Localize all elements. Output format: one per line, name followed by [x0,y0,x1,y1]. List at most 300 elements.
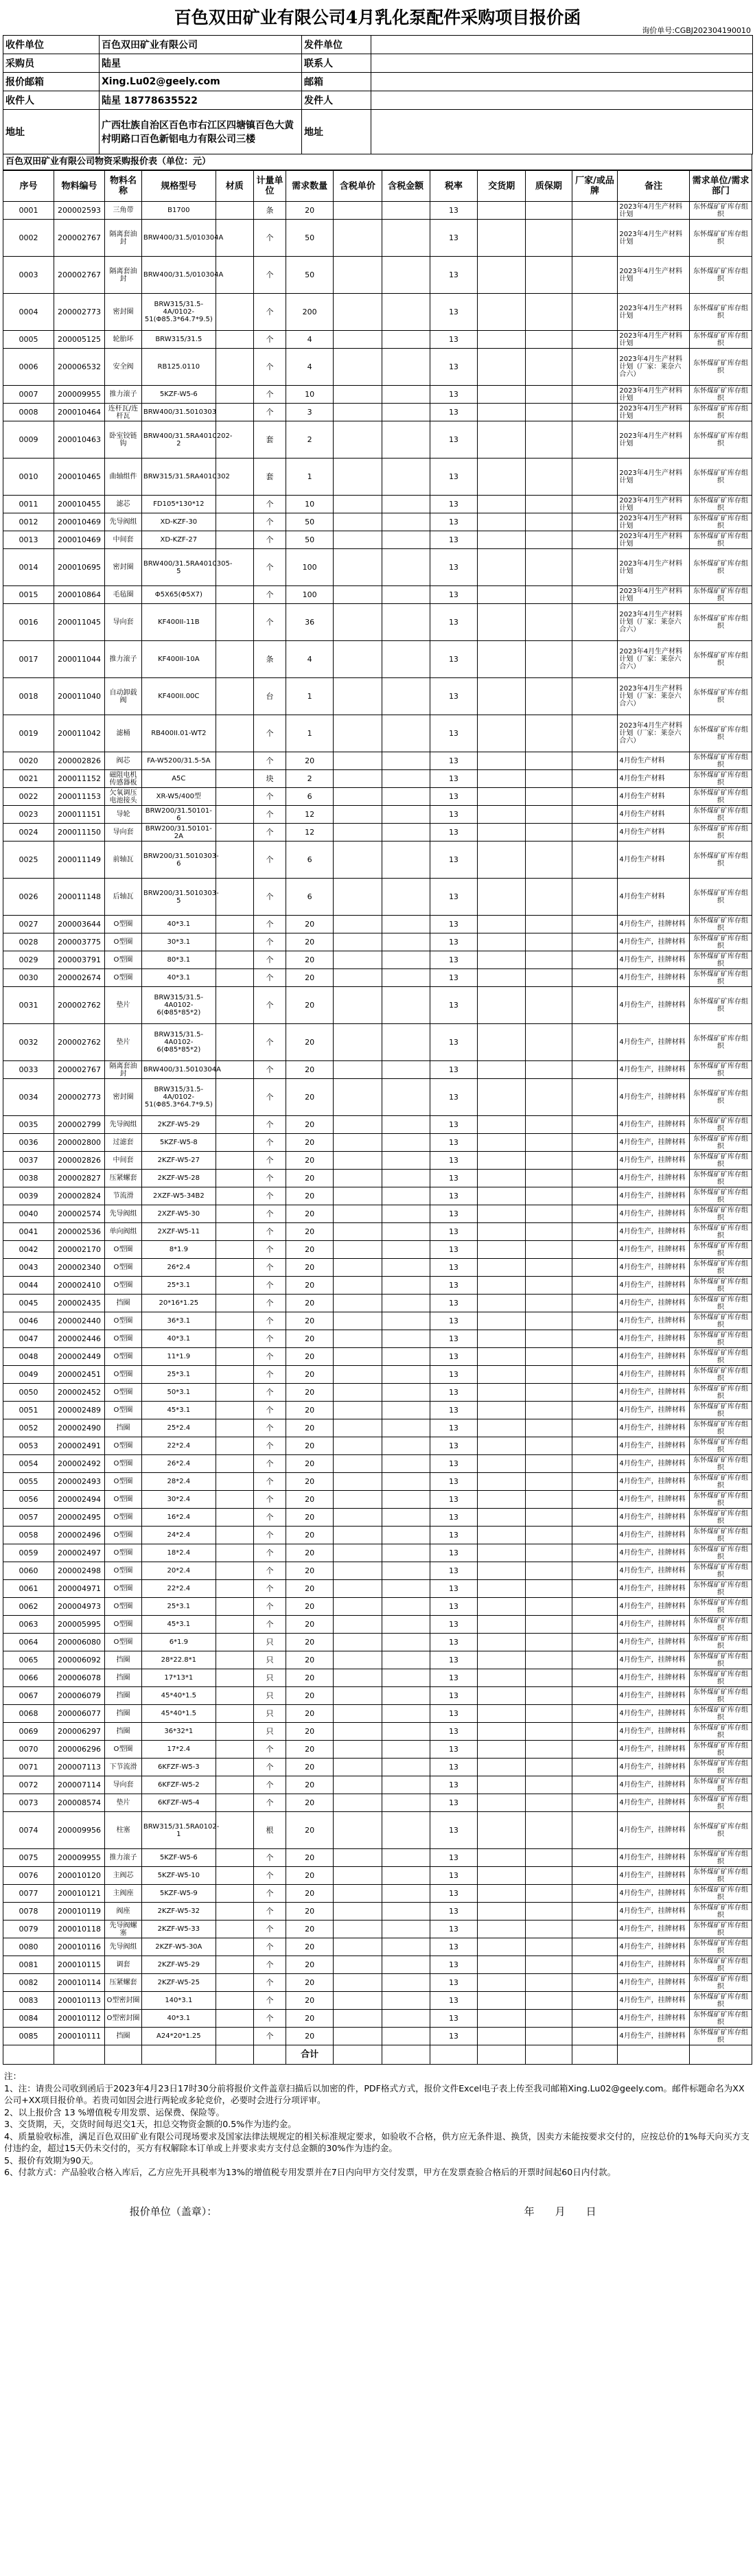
row-tax-amount[interactable] [382,1527,430,1544]
row-origin[interactable] [572,1616,618,1634]
row-tax-amount[interactable] [382,1277,430,1295]
mail-value[interactable] [371,73,753,91]
row-warranty[interactable] [526,1616,572,1634]
row-tax-amount[interactable] [382,1384,430,1402]
row-tax-price[interactable] [333,257,382,294]
row-tax-amount[interactable] [382,531,430,549]
row-tax-amount[interactable] [382,1024,430,1061]
row-delivery[interactable] [478,586,526,604]
row-origin[interactable] [572,1527,618,1544]
row-warranty[interactable] [526,459,572,496]
row-tax-price[interactable] [333,549,382,586]
row-delivery[interactable] [478,1330,526,1348]
row-delivery[interactable] [478,969,526,987]
row-origin[interactable] [572,1170,618,1187]
row-delivery[interactable] [478,678,526,715]
row-tax-amount[interactable] [382,1705,430,1723]
row-tax-amount[interactable] [382,1812,430,1849]
row-origin[interactable] [572,1384,618,1402]
row-origin[interactable] [572,1419,618,1437]
row-tax-amount[interactable] [382,1330,430,1348]
row-tax-price[interactable] [333,496,382,513]
row-tax-amount[interactable] [382,1938,430,1956]
row-origin[interactable] [572,1794,618,1812]
row-tax-amount[interactable] [382,788,430,806]
row-tax-price[interactable] [333,1116,382,1134]
row-delivery[interactable] [478,1812,526,1849]
sender-value[interactable] [371,91,753,110]
row-tax-price[interactable] [333,1241,382,1259]
row-tax-price[interactable] [333,1366,382,1384]
row-tax-amount[interactable] [382,604,430,641]
row-tax-price[interactable] [333,1473,382,1491]
row-warranty[interactable] [526,1885,572,1903]
row-tax-amount[interactable] [382,770,430,788]
row-tax-price[interactable] [333,824,382,842]
row-tax-amount[interactable] [382,678,430,715]
row-delivery[interactable] [478,1759,526,1776]
row-origin[interactable] [572,220,618,257]
row-warranty[interactable] [526,2010,572,2028]
row-tax-price[interactable] [333,1455,382,1473]
row-tax-amount[interactable] [382,1437,430,1455]
row-warranty[interactable] [526,879,572,916]
row-tax-amount[interactable] [382,1687,430,1705]
row-delivery[interactable] [478,2028,526,2045]
row-delivery[interactable] [478,1598,526,1616]
row-delivery[interactable] [478,879,526,916]
row-warranty[interactable] [526,421,572,459]
row-origin[interactable] [572,987,618,1024]
row-origin[interactable] [572,678,618,715]
row-origin[interactable] [572,1402,618,1419]
row-warranty[interactable] [526,842,572,879]
row-tax-price[interactable] [333,1812,382,1849]
row-origin[interactable] [572,1366,618,1384]
row-origin[interactable] [572,2010,618,2028]
row-tax-amount[interactable] [382,202,430,220]
row-origin[interactable] [572,1455,618,1473]
row-tax-price[interactable] [333,1402,382,1419]
row-warranty[interactable] [526,1402,572,1419]
row-warranty[interactable] [526,1348,572,1366]
row-tax-price[interactable] [333,604,382,641]
row-delivery[interactable] [478,1079,526,1116]
row-delivery[interactable] [478,1885,526,1903]
row-tax-price[interactable] [333,916,382,933]
row-warranty[interactable] [526,770,572,788]
row-tax-price[interactable] [333,842,382,879]
row-tax-price[interactable] [333,1885,382,1903]
row-warranty[interactable] [526,1562,572,1580]
row-warranty[interactable] [526,386,572,404]
row-delivery[interactable] [478,1974,526,1992]
row-delivery[interactable] [478,1491,526,1509]
row-delivery[interactable] [478,1277,526,1295]
row-delivery[interactable] [478,1687,526,1705]
row-tax-amount[interactable] [382,1903,430,1921]
row-delivery[interactable] [478,1455,526,1473]
row-warranty[interactable] [526,1974,572,1992]
row-tax-amount[interactable] [382,220,430,257]
row-warranty[interactable] [526,1598,572,1616]
row-origin[interactable] [572,1024,618,1061]
row-tax-amount[interactable] [382,969,430,987]
row-tax-price[interactable] [333,933,382,951]
row-warranty[interactable] [526,1473,572,1491]
row-warranty[interactable] [526,202,572,220]
row-warranty[interactable] [526,1580,572,1598]
row-delivery[interactable] [478,257,526,294]
total-amount[interactable] [382,2045,430,2065]
row-tax-price[interactable] [333,1723,382,1741]
row-tax-price[interactable] [333,969,382,987]
row-delivery[interactable] [478,788,526,806]
row-tax-amount[interactable] [382,1473,430,1491]
row-tax-amount[interactable] [382,1134,430,1152]
row-tax-amount[interactable] [382,1348,430,1366]
row-warranty[interactable] [526,1223,572,1241]
row-delivery[interactable] [478,1024,526,1061]
row-tax-amount[interactable] [382,294,430,331]
row-tax-amount[interactable] [382,421,430,459]
row-tax-price[interactable] [333,421,382,459]
row-tax-amount[interactable] [382,951,430,969]
row-delivery[interactable] [478,752,526,770]
row-tax-price[interactable] [333,1152,382,1170]
row-tax-price[interactable] [333,951,382,969]
row-origin[interactable] [572,1312,618,1330]
row-delivery[interactable] [478,1509,526,1527]
row-tax-price[interactable] [333,1651,382,1669]
row-tax-price[interactable] [333,586,382,604]
row-delivery[interactable] [478,1419,526,1437]
row-delivery[interactable] [478,220,526,257]
row-tax-price[interactable] [333,1295,382,1312]
row-delivery[interactable] [478,2010,526,2028]
row-delivery[interactable] [478,1849,526,1867]
row-tax-amount[interactable] [382,1867,430,1885]
row-delivery[interactable] [478,1669,526,1687]
row-warranty[interactable] [526,1651,572,1669]
row-origin[interactable] [572,1723,618,1741]
row-delivery[interactable] [478,1473,526,1491]
row-tax-amount[interactable] [382,879,430,916]
row-delivery[interactable] [478,404,526,421]
row-delivery[interactable] [478,331,526,349]
row-warranty[interactable] [526,349,572,386]
row-tax-price[interactable] [333,220,382,257]
row-tax-amount[interactable] [382,349,430,386]
row-delivery[interactable] [478,1402,526,1419]
row-tax-price[interactable] [333,1170,382,1187]
row-tax-amount[interactable] [382,1223,430,1241]
row-tax-price[interactable] [333,1348,382,1366]
row-tax-amount[interactable] [382,1921,430,1938]
row-origin[interactable] [572,549,618,586]
row-tax-price[interactable] [333,715,382,752]
row-tax-price[interactable] [333,1580,382,1598]
row-delivery[interactable] [478,294,526,331]
row-tax-price[interactable] [333,788,382,806]
row-tax-price[interactable] [333,1598,382,1616]
row-tax-amount[interactable] [382,1061,430,1079]
row-warranty[interactable] [526,969,572,987]
row-warranty[interactable] [526,549,572,586]
row-delivery[interactable] [478,1259,526,1277]
row-tax-price[interactable] [333,349,382,386]
row-origin[interactable] [572,404,618,421]
row-warranty[interactable] [526,1295,572,1312]
row-tax-amount[interactable] [382,1312,430,1330]
row-origin[interactable] [572,752,618,770]
row-origin[interactable] [572,788,618,806]
row-origin[interactable] [572,496,618,513]
row-origin[interactable] [572,531,618,549]
row-tax-amount[interactable] [382,1849,430,1867]
row-tax-amount[interactable] [382,549,430,586]
row-tax-amount[interactable] [382,933,430,951]
row-tax-amount[interactable] [382,1509,430,1527]
row-tax-amount[interactable] [382,404,430,421]
row-warranty[interactable] [526,1812,572,1849]
row-origin[interactable] [572,1277,618,1295]
row-origin[interactable] [572,331,618,349]
row-origin[interactable] [572,1687,618,1705]
row-delivery[interactable] [478,421,526,459]
row-origin[interactable] [572,2028,618,2045]
row-delivery[interactable] [478,1562,526,1580]
row-warranty[interactable] [526,2028,572,2045]
row-delivery[interactable] [478,1921,526,1938]
row-tax-amount[interactable] [382,513,430,531]
row-origin[interactable] [572,916,618,933]
row-tax-price[interactable] [333,513,382,531]
row-tax-amount[interactable] [382,1187,430,1205]
row-tax-price[interactable] [333,1223,382,1241]
row-tax-amount[interactable] [382,1295,430,1312]
row-origin[interactable] [572,1509,618,1527]
row-delivery[interactable] [478,1116,526,1134]
row-tax-price[interactable] [333,1527,382,1544]
row-tax-price[interactable] [333,1509,382,1527]
row-tax-price[interactable] [333,1956,382,1974]
row-warranty[interactable] [526,641,572,678]
row-tax-price[interactable] [333,1867,382,1885]
row-warranty[interactable] [526,1312,572,1330]
row-warranty[interactable] [526,1079,572,1116]
row-delivery[interactable] [478,496,526,513]
row-tax-price[interactable] [333,1312,382,1330]
row-origin[interactable] [572,1741,618,1759]
row-tax-amount[interactable] [382,1956,430,1974]
row-tax-price[interactable] [333,1741,382,1759]
row-tax-price[interactable] [333,386,382,404]
row-origin[interactable] [572,933,618,951]
row-warranty[interactable] [526,1437,572,1455]
row-tax-amount[interactable] [382,916,430,933]
row-origin[interactable] [572,1938,618,1956]
row-delivery[interactable] [478,842,526,879]
row-origin[interactable] [572,1079,618,1116]
row-warranty[interactable] [526,1366,572,1384]
row-tax-price[interactable] [333,1687,382,1705]
row-delivery[interactable] [478,1348,526,1366]
row-delivery[interactable] [478,1651,526,1669]
sign-date[interactable]: 年 月 日 [524,2205,596,2218]
row-origin[interactable] [572,1241,618,1259]
row-delivery[interactable] [478,202,526,220]
row-origin[interactable] [572,1598,618,1616]
row-origin[interactable] [572,1776,618,1794]
row-warranty[interactable] [526,220,572,257]
row-tax-amount[interactable] [382,1366,430,1384]
row-tax-price[interactable] [333,1849,382,1867]
row-warranty[interactable] [526,1921,572,1938]
row-delivery[interactable] [478,1312,526,1330]
row-tax-price[interactable] [333,531,382,549]
row-origin[interactable] [572,1956,618,1974]
row-origin[interactable] [572,951,618,969]
row-tax-amount[interactable] [382,987,430,1024]
row-tax-price[interactable] [333,1921,382,1938]
row-warranty[interactable] [526,715,572,752]
row-delivery[interactable] [478,1705,526,1723]
row-origin[interactable] [572,715,618,752]
row-tax-price[interactable] [333,294,382,331]
row-tax-price[interactable] [333,1992,382,2010]
row-tax-amount[interactable] [382,1170,430,1187]
row-warranty[interactable] [526,531,572,549]
row-origin[interactable] [572,294,618,331]
row-tax-amount[interactable] [382,1794,430,1812]
row-tax-price[interactable] [333,1330,382,1348]
row-warranty[interactable] [526,1152,572,1170]
quote-email-value[interactable]: Xing.Lu02@geely.com [100,73,302,91]
row-warranty[interactable] [526,1867,572,1885]
row-delivery[interactable] [478,1723,526,1741]
row-origin[interactable] [572,1437,618,1455]
row-warranty[interactable] [526,1705,572,1723]
row-delivery[interactable] [478,1580,526,1598]
row-warranty[interactable] [526,257,572,294]
row-warranty[interactable] [526,496,572,513]
row-warranty[interactable] [526,1544,572,1562]
row-tax-price[interactable] [333,752,382,770]
row-delivery[interactable] [478,1061,526,1079]
row-tax-price[interactable] [333,1705,382,1723]
row-delivery[interactable] [478,1152,526,1170]
row-delivery[interactable] [478,824,526,842]
row-tax-price[interactable] [333,2010,382,2028]
row-warranty[interactable] [526,1187,572,1205]
row-origin[interactable] [572,1849,618,1867]
row-origin[interactable] [572,1903,618,1921]
row-tax-amount[interactable] [382,1241,430,1259]
row-tax-amount[interactable] [382,1616,430,1634]
row-delivery[interactable] [478,1634,526,1651]
row-tax-price[interactable] [333,1384,382,1402]
row-warranty[interactable] [526,987,572,1024]
row-origin[interactable] [572,1223,618,1241]
row-tax-price[interactable] [333,459,382,496]
row-origin[interactable] [572,386,618,404]
row-delivery[interactable] [478,513,526,531]
row-tax-price[interactable] [333,1759,382,1776]
row-origin[interactable] [572,1669,618,1687]
row-tax-price[interactable] [333,1903,382,1921]
row-delivery[interactable] [478,641,526,678]
row-tax-price[interactable] [333,1616,382,1634]
row-tax-amount[interactable] [382,1580,430,1598]
row-warranty[interactable] [526,678,572,715]
row-tax-amount[interactable] [382,752,430,770]
row-tax-price[interactable] [333,1205,382,1223]
row-tax-price[interactable] [333,2028,382,2045]
row-warranty[interactable] [526,1759,572,1776]
row-warranty[interactable] [526,752,572,770]
row-warranty[interactable] [526,1938,572,1956]
row-warranty[interactable] [526,1527,572,1544]
row-tax-price[interactable] [333,1544,382,1562]
row-origin[interactable] [572,1491,618,1509]
row-warranty[interactable] [526,1061,572,1079]
contact-value[interactable] [371,54,753,73]
row-warranty[interactable] [526,1134,572,1152]
row-tax-price[interactable] [333,1187,382,1205]
row-origin[interactable] [572,604,618,641]
row-delivery[interactable] [478,1384,526,1402]
row-tax-price[interactable] [333,987,382,1024]
row-warranty[interactable] [526,1259,572,1277]
row-warranty[interactable] [526,1455,572,1473]
row-tax-price[interactable] [333,404,382,421]
row-delivery[interactable] [478,1223,526,1241]
row-warranty[interactable] [526,933,572,951]
row-tax-price[interactable] [333,678,382,715]
row-origin[interactable] [572,1330,618,1348]
row-origin[interactable] [572,349,618,386]
row-origin[interactable] [572,202,618,220]
row-delivery[interactable] [478,770,526,788]
row-warranty[interactable] [526,331,572,349]
row-tax-price[interactable] [333,1491,382,1509]
row-delivery[interactable] [478,1903,526,1921]
row-origin[interactable] [572,969,618,987]
row-tax-price[interactable] [333,1974,382,1992]
row-tax-amount[interactable] [382,641,430,678]
row-origin[interactable] [572,824,618,842]
row-delivery[interactable] [478,1241,526,1259]
row-warranty[interactable] [526,1849,572,1867]
row-tax-amount[interactable] [382,1776,430,1794]
row-origin[interactable] [572,1187,618,1205]
row-tax-amount[interactable] [382,1455,430,1473]
row-origin[interactable] [572,842,618,879]
row-warranty[interactable] [526,1116,572,1134]
row-tax-price[interactable] [333,1419,382,1437]
row-tax-price[interactable] [333,1024,382,1061]
row-tax-amount[interactable] [382,1402,430,1419]
row-tax-price[interactable] [333,1938,382,1956]
row-delivery[interactable] [478,933,526,951]
row-tax-amount[interactable] [382,1759,430,1776]
row-tax-amount[interactable] [382,459,430,496]
row-tax-price[interactable] [333,1277,382,1295]
row-origin[interactable] [572,770,618,788]
row-tax-price[interactable] [333,641,382,678]
row-delivery[interactable] [478,806,526,824]
